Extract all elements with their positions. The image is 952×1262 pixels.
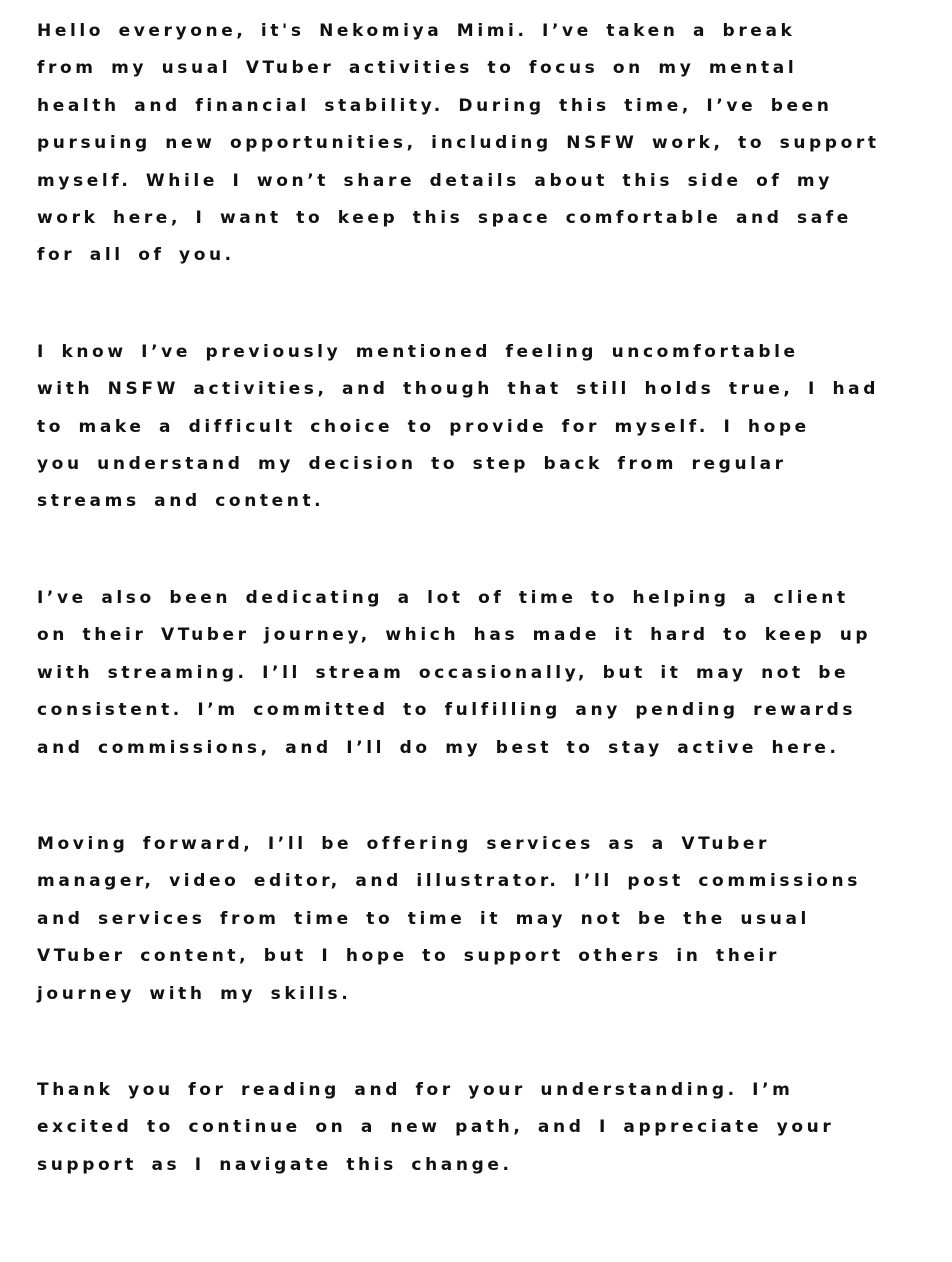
- text-line: for all of you.: [37, 245, 235, 266]
- text-line: and services from time to time it may not be the usual: [37, 908, 810, 929]
- text-line: with streaming. I’ll stream occasionally, but it may not be: [37, 662, 850, 683]
- text-line: Hello everyone, it's Nekomiya Mimi. I’ve taken a break: [37, 21, 796, 41]
- text-line: excited to continue on a new path, and I appreciate your: [37, 1117, 835, 1138]
- text-line: streams and content.: [37, 491, 325, 512]
- text-line: work here, I want to keep this space comfortable and safe: [37, 208, 852, 229]
- text-line: I’ve also been dedicating a lot of time to helping a client: [37, 587, 849, 608]
- text-line: support as I navigate this change.: [37, 1154, 513, 1175]
- text-line: pursuing new opportunities, including NSFW work, to support: [37, 133, 880, 154]
- announcement-document: [37, 13, 937, 1184]
- text-line: and commissions, and I’ll do my best to stay active here.: [37, 737, 840, 758]
- paragraph-client-work: [37, 580, 937, 767]
- text-line: from my usual VTuber activities to focus on my mental: [37, 58, 798, 79]
- text-line: on their VTuber journey, which has made it hard to keep up: [37, 625, 872, 646]
- text-line: Thank you for reading and for your understanding. I’m: [37, 1079, 794, 1100]
- paragraph-break-announcement: [37, 13, 937, 275]
- text-line: journey with my skills.: [37, 983, 352, 1004]
- text-line: Moving forward, I’ll be offering services as a VTuber: [37, 833, 770, 854]
- text-line: VTuber content, but I hope to support others in their: [37, 946, 780, 967]
- text-line: with NSFW activities, and though that still holds true, I had: [37, 379, 879, 400]
- text-line: to make a difficult choice to provide for myself. I hope: [37, 416, 810, 437]
- paragraph-thank-you: [37, 1072, 937, 1184]
- text-line: manager, video editor, and illustrator. I’ll post commissions: [37, 871, 861, 892]
- text-line: myself. While I won’t share details about this side of my: [37, 170, 833, 191]
- paragraph-nsfw-decision: [37, 334, 937, 521]
- text-line: I know I’ve previously mentioned feeling uncomfortable: [37, 341, 799, 362]
- paragraph-new-services: [37, 826, 937, 1013]
- text-line: you understand my decision to step back from regular: [37, 454, 787, 475]
- text-line: consistent. I’m committed to fulfilling any pending rewards: [37, 700, 857, 721]
- text-line: health and financial stability. During this time, I’ve been: [37, 95, 833, 116]
